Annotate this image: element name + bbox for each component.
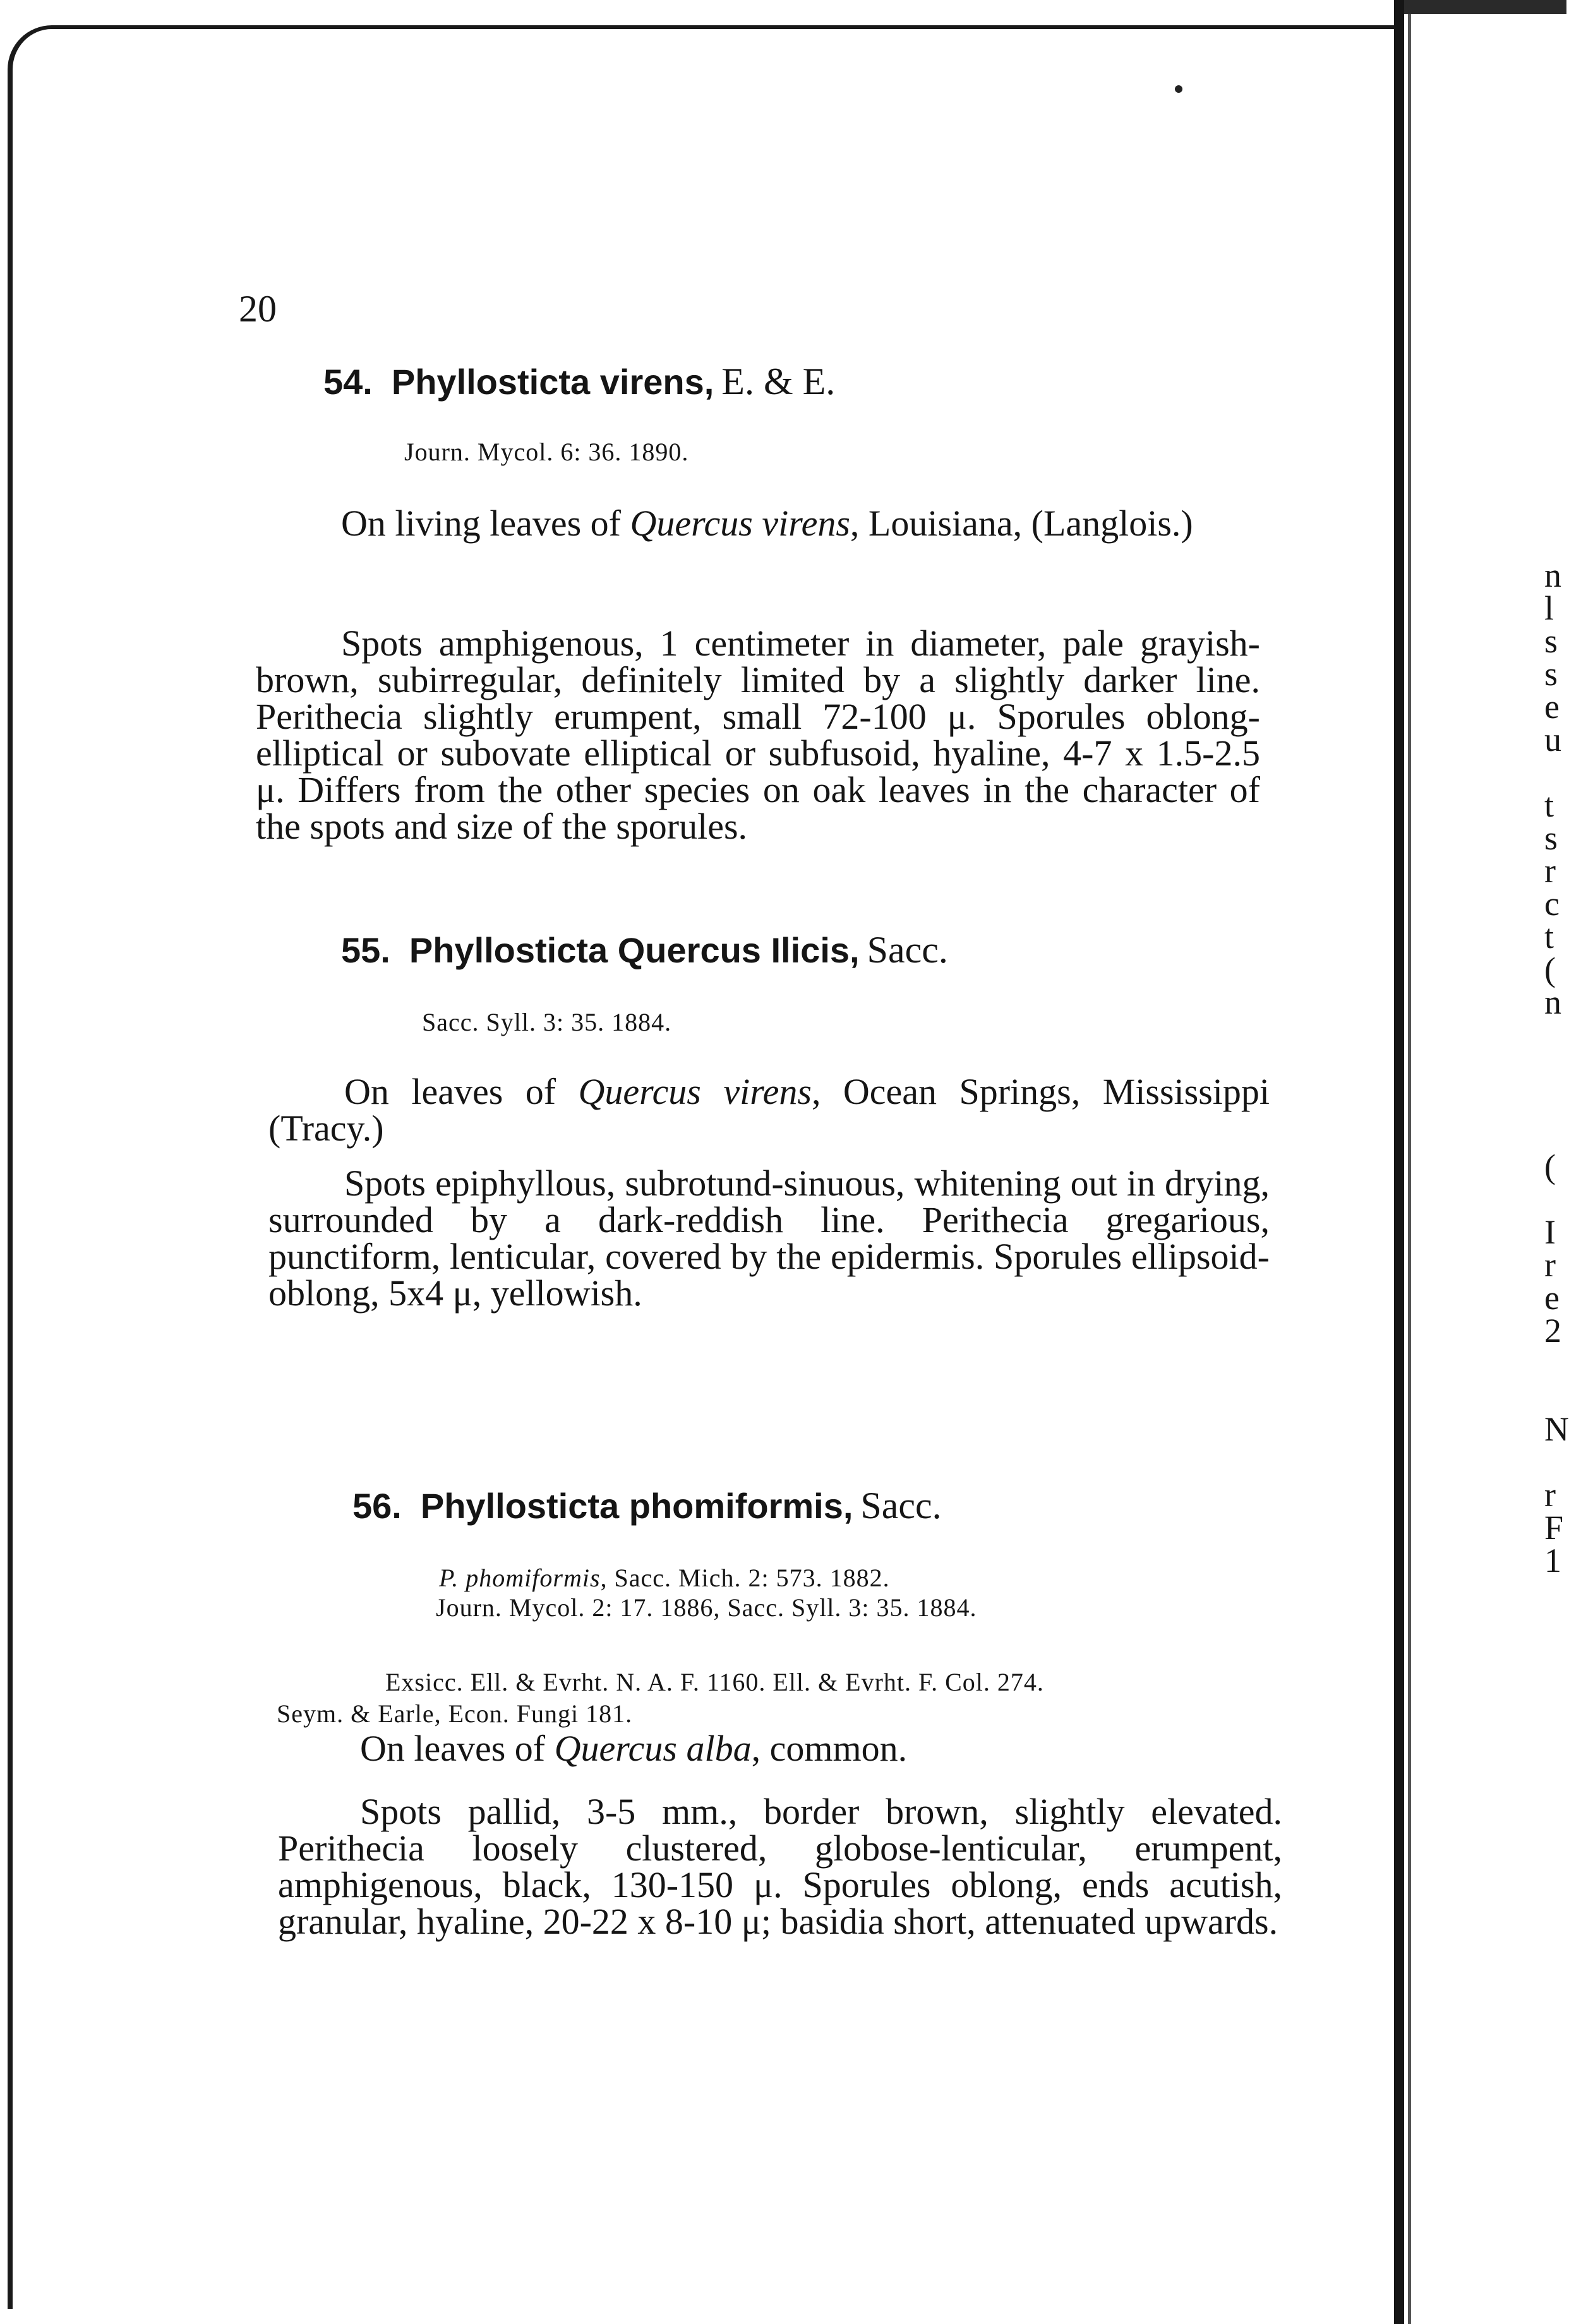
- adjacent-fragment-line: s: [1544, 622, 1558, 660]
- adjacent-fragment-line: F: [1544, 1509, 1564, 1547]
- book-spine: [1394, 0, 1404, 2324]
- host-locality: , Louisiana, (Langlois.): [850, 503, 1193, 544]
- host-locality: , Ocean Springs, Mississippi (Tracy.): [268, 1071, 1270, 1149]
- adjacent-fragment-line: n: [1544, 983, 1561, 1021]
- adjacent-fragment-line: e: [1544, 1279, 1560, 1317]
- entry-56-reference-1: [439, 1563, 890, 1593]
- species-name: Phyllosticta Quercus Ilicis,: [409, 930, 860, 970]
- entry-54-reference: Journ. Mycol. 6: 36. 1890.: [404, 438, 689, 466]
- adjacent-fragment-line: n: [1544, 556, 1561, 594]
- entry-number: 55.: [341, 930, 390, 970]
- adjacent-fragment-line: [1544, 1019, 1566, 1051]
- host-prefix: On living leaves of: [341, 503, 630, 544]
- adjacent-fragment-line: [1544, 1117, 1566, 1150]
- entry-55-host: [268, 1071, 1270, 1149]
- adjacent-fragment-line: r: [1544, 1476, 1556, 1514]
- book-spine-edge: [1408, 0, 1411, 2324]
- host-locality: , common.: [751, 1728, 908, 1769]
- entry-number: 56.: [352, 1486, 402, 1526]
- entry-56-exsiccatae-1: Exsicc. Ell. & Evrht. N. A. F. 1160. Ell. & Evrht. F. Col. 274.: [385, 1668, 1044, 1696]
- adjacent-fragment-line: s: [1544, 819, 1558, 857]
- adjacent-fragment-line: (: [1544, 1147, 1556, 1185]
- authority: Sacc.: [860, 1485, 942, 1526]
- ink-speck: [1175, 85, 1182, 93]
- adjacent-fragment-line: t: [1544, 786, 1554, 824]
- entry-54-heading: [323, 360, 835, 404]
- authority: E. & E.: [721, 361, 836, 402]
- entry-56-host: [278, 1730, 1282, 1767]
- adjacent-fragment-line: 2: [1544, 1312, 1561, 1350]
- entry-55-heading: [341, 928, 948, 972]
- adjacent-fragment-line: [1544, 756, 1566, 789]
- adjacent-fragment-line: 1: [1544, 1542, 1561, 1579]
- host-prefix: On leaves of: [360, 1728, 555, 1769]
- entry-number: 54.: [323, 362, 373, 402]
- adjacent-fragment-line: (: [1544, 950, 1556, 988]
- adjacent-fragment-line: e: [1544, 688, 1560, 726]
- entry-56-reference-2: Journ. Mycol. 2: 17. 1886, Sacc. Syll. 3: 35. 1884.: [436, 1593, 977, 1622]
- reference-text: , Sacc. Mich. 2: 573. 1882.: [600, 1564, 890, 1592]
- page-number: 20: [239, 288, 277, 330]
- adjacent-fragment-line: r: [1544, 1246, 1556, 1284]
- host-prefix: On leaves of: [344, 1071, 579, 1112]
- species-name: Phyllosticta phomiformis,: [420, 1486, 853, 1526]
- adjacent-fragment-line: s: [1544, 655, 1558, 693]
- species-name: Phyllosticta virens,: [391, 362, 714, 402]
- adjacent-fragment-line: [1544, 1380, 1566, 1413]
- adjacent-fragment-line: N: [1544, 1410, 1569, 1448]
- host-species: Quercus virens: [630, 503, 850, 544]
- adjacent-fragment-line: r: [1544, 852, 1556, 890]
- host-species: Quercus alba: [554, 1728, 752, 1769]
- entry-54-host: [256, 505, 1260, 542]
- entry-56-description: Spots pallid, 3-5 mm., border brown, slightly elevated. Perithecia loosely clustered, globose-lenticular, erumpent, amphigenous, black, 130-150 μ. Sporules oblong, ends acutish, granular, hyaline, 20-22 x 8-10 μ; basidia short, attenuated upwards.: [278, 1791, 1282, 1942]
- adjacent-fragment-line: c: [1544, 885, 1560, 923]
- adjacent-fragment-line: l: [1544, 589, 1554, 627]
- adjacent-fragment-line: [1544, 1446, 1566, 1478]
- host-species: Quercus virens: [578, 1071, 812, 1112]
- adjacent-fragment-line: [1544, 1051, 1566, 1084]
- adjacent-fragment-line: t: [1544, 918, 1554, 955]
- synonym: P. phomiformis: [439, 1564, 601, 1592]
- adjacent-fragment-line: I: [1544, 1213, 1556, 1251]
- entry-55-description: Spots epiphyllous, subrotund-sinuous, whitening out in drying, surrounded by a dark-reddish line. Perithecia gregarious, punctiform, lenticular, covered by the epidermis. Sporules ellipsoid-oblong, 5x4 μ, yellowish.: [268, 1163, 1270, 1314]
- entry-55-reference: Sacc. Syll. 3: 35. 1884.: [422, 1008, 672, 1036]
- adjacent-fragment-line: [1544, 1347, 1566, 1380]
- adjacent-page-top-edge: [1404, 0, 1566, 14]
- entry-54-description: Spots amphigenous, 1 centimeter in diameter, pale grayish-brown, subirregular, definitely limited by a slightly darker line. Perithecia slightly erumpent, small 72-100 μ. Sporules oblong-elliptical or subovate elliptical or subfusoid, hyaline, 4-7 x 1.5-2.5 μ. Differs from the other species on oak leaves in the character of the spots and size of the sporules.: [256, 623, 1260, 847]
- adjacent-fragment-line: [1544, 1084, 1566, 1117]
- entry-56-exsiccatae-2: Seym. & Earle, Econ. Fungi 181.: [277, 1699, 633, 1728]
- adjacent-page-text-fragments: [1544, 556, 1569, 1579]
- authority: Sacc.: [867, 929, 948, 971]
- entry-56-heading: [352, 1484, 942, 1528]
- adjacent-fragment-line: u: [1544, 721, 1561, 758]
- adjacent-fragment-line: [1544, 1183, 1566, 1216]
